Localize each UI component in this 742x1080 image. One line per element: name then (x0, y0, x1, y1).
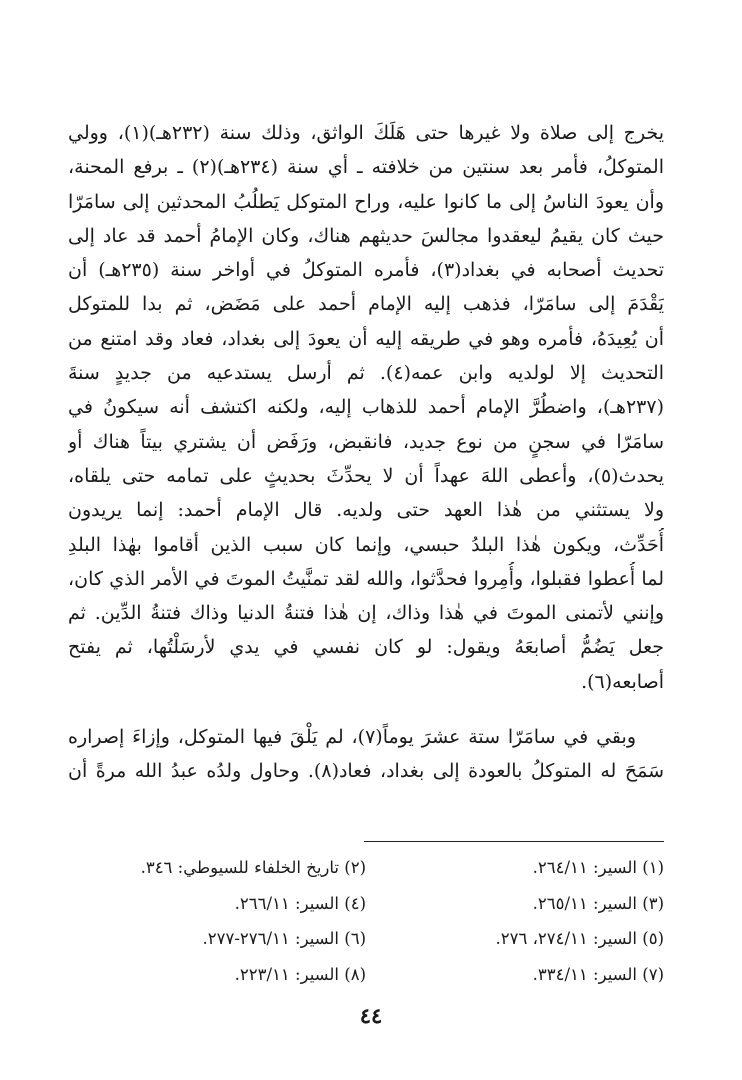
text-line: يَقْدَمَ إلى سامَرّا، فذهب إليه الإمام أحمد على مَضَض، ثم بدا للمتوكل (68, 293, 664, 316)
footnote: (٨) السير: ٢٢٣/١١. (234, 964, 366, 984)
paragraph-2 (68, 720, 664, 789)
footnote: (٢) تاريخ الخلفاء للسيوطي: ٣٤٦. (140, 858, 366, 877)
text-line: وأن يعودَ الناسُ إلى ما كانوا عليه، وراح المتوكل يَطلُبُ المحدثين إلى سامَرّا (68, 190, 664, 213)
text-line: حيث كان يقيمُ ليعقدوا مجالسَ حديثهم هناك، وكان الإمامُ أحمد قد عاد إلى (68, 224, 664, 247)
page-number: ٤٤ (359, 1003, 383, 1028)
footnote: (٥) السير: ٢٧٤/١١، ٢٧٦. (495, 929, 664, 948)
text-line: المتوكلُ، فأمر بعد سنتين من خلافته ـ أي سنة (٢٣٤هـ)(٢) ـ برفع المحنة، (68, 156, 664, 179)
footnotes (68, 850, 664, 992)
text-line: لما أُعطوا فقبلوا، وأُمِروا فحدَّثوا، والله لقد تمنَّيتُ الموتَ في الأمر الذي كان، (68, 567, 664, 590)
text-line: سامَرّا في سجنٍ من نوع جديد، فانقبض، ورَفَض أن يشتري بيتاً هناك أو (68, 430, 664, 453)
footnote: (٣) السير: ٢٦٥/١١. (532, 893, 664, 913)
text-line: يحدث(٥)، وأعطى اللهَ عهداً أن لا يحدِّثَ بحديثٍ على تمامه حتى يلقاه، (68, 464, 664, 487)
text-line: وبقي في سامَرّا ستة عشرَ يوماً(٧)، لم يَلْقَ فيها المتوكل، وإزاءَ إصراره (68, 726, 636, 749)
footnote: (٧) السير: ٣٣٤/١١. (532, 964, 664, 984)
main-text (68, 116, 664, 789)
text-line: ولا يستثني من هٰذا العهد حتى ولديه. قال الإمام أحمد: إنما يريدون (68, 499, 664, 522)
text-line: وإنني لأتمنى الموتَ في هٰذا وذاك، إن هٰذا فتنةُ الدنيا وذاك فتنةُ الدِّين. ثم (68, 602, 664, 625)
footnote: (٦) السير: ٢٧٦/١١-٢٧٧. (202, 929, 366, 948)
text-line: سَمَحَ له المتوكلُ بالعودة إلى بغداد، فعاد(٨). وحاول ولدُه عبدُ الله مرةً أن (68, 760, 664, 783)
text-line: أن يُعِيدَهُ، فأمره وهو في طريقه إليه أن يعودَ إلى بغداد، فعاد وقد امتنع من (68, 327, 664, 350)
text-line: جعل يَضُمُّ أصابعَهُ ويقول: لو كان نفسي في يدي لأرسَلْتُها، ثم يفتح (68, 636, 664, 659)
text-line: أصابعه(٦). (581, 670, 664, 693)
paragraph-1 (68, 116, 664, 699)
footnote-row (68, 921, 664, 957)
footnote: (١) السير: ٢٦٤/١١. (532, 858, 664, 877)
text-line: أُحَدِّث، ويكون هٰذا البلدُ حبسي، وإنما كان سبب الذين أقاموا بهٰذا البلدِ (68, 533, 664, 556)
footnote-row (68, 886, 664, 922)
text-line: يخرج إلى صلاة ولا غيرها حتى هَلَكَ الواثق، وذلك سنة (٢٣٢هـ)(١)، وولي (68, 122, 664, 144)
text-line: (٢٣٧هـ)، واضطُرَّ الإمام أحمد للذهاب إليه، ولكنه اكتشف أنه سيكونُ في (68, 396, 664, 419)
footnote-divider (364, 841, 664, 842)
footnote: (٤) السير: ٢٦٦/١١. (234, 893, 366, 913)
footnote-row (68, 957, 664, 993)
text-line: التحديث إلا لولديه وابن عمه(٤). ثم أرسل يستدعيه من جديدٍ سنةَ (68, 362, 664, 385)
footnote-row (68, 850, 664, 886)
text-line: تحديث أصحابه في بغداد(٣)، فأمره المتوكلُ في أواخر سنة (٢٣٥هـ) أن (68, 259, 664, 282)
